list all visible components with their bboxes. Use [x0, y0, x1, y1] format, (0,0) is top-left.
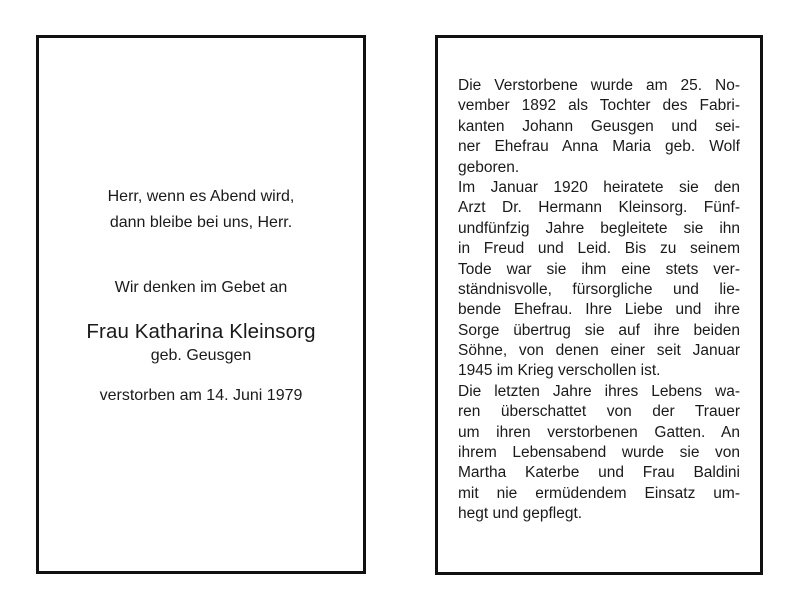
biography-line: um ihren verstorbenen Gatten. An — [458, 423, 740, 441]
biography-line: Tode war sie ihm eine stets ver- — [458, 260, 740, 278]
biography-line: undfünfzig Jahre begleitete sie ihn — [458, 219, 740, 237]
biography-line: ihrem Lebensabend wurde sie von — [458, 444, 740, 462]
biography-line: vember 1892 als Tochter des Fabri- — [458, 97, 740, 115]
biography-line: hegt und gepflegt. — [458, 505, 583, 523]
biography-line: geboren. — [458, 158, 520, 176]
verse-line: Herr, wenn es Abend wird, — [107, 188, 295, 205]
prayer-intro: Wir denken im Gebet an — [114, 279, 288, 296]
biography-line: kanten Johann Geusgen und sei- — [458, 117, 740, 135]
biography-line: Im Januar 1920 heiratete sie den — [458, 178, 740, 196]
biography-line: bende Ehefrau. Ihre Liebe und ihre — [458, 301, 740, 319]
memorial-card-front — [36, 35, 366, 574]
biography-line: 1945 im Krieg verschollen ist. — [458, 362, 661, 380]
death-date: verstorben am 14. Juni 1979 — [99, 387, 303, 404]
biography-line: mit nie ermüdendem Einsatz um- — [458, 484, 740, 502]
biography-line: Die letzten Jahre ihres Lebens wa- — [458, 382, 740, 400]
deceased-name: Frau Katharina Kleinsorg — [86, 320, 316, 343]
biography-line: Arzt Dr. Hermann Kleinsorg. Fünf- — [458, 199, 740, 217]
biography-line: ner Ehefrau Anna Maria geb. Wolf — [458, 138, 740, 156]
prayer-verse — [39, 184, 363, 236]
biography-line: in Freud und Leid. Bis zu seinem — [458, 240, 740, 258]
biography-line: Die Verstorbene wurde am 25. No- — [458, 77, 740, 94]
biography-line: Söhne, von denen einer seit Januar — [458, 342, 740, 360]
biography-line: ren überschattet von der Trauer — [458, 403, 740, 421]
biography-line: ständnisvolle, fürsorgliche und lie- — [458, 280, 740, 298]
maiden-name: geb. Geusgen — [150, 347, 252, 364]
biography-text — [458, 76, 740, 525]
biography-line: Sorge übertrug sie auf ihre beiden — [458, 321, 740, 339]
memorial-card-back — [435, 35, 763, 575]
biography-line: Martha Katerbe und Frau Baldini — [458, 464, 740, 482]
verse-line: dann bleibe bei uns, Herr. — [109, 214, 293, 231]
